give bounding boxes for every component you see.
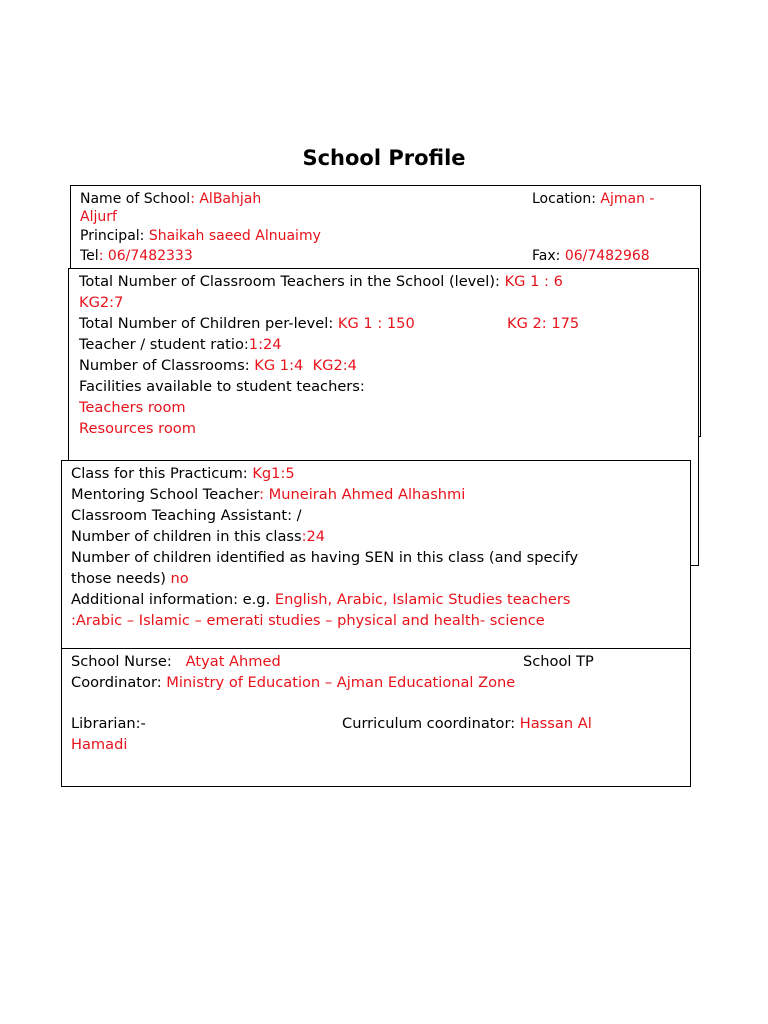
children-in-class-label: Number of children in this class	[71, 528, 302, 545]
ratio-value: 1:24	[248, 336, 282, 353]
coordinator-value: Ministry of Education – Ajman Educational Zone	[166, 674, 516, 691]
page-title: School Profile	[302, 146, 466, 170]
nurse-line	[71, 652, 281, 672]
class-value: Kg1:5	[252, 465, 295, 482]
facility-item: Teachers room	[79, 399, 186, 416]
curriculum-value-continued: Hamadi	[71, 736, 128, 753]
classrooms-label: Number of Classrooms:	[79, 357, 255, 374]
librarian-line: Librarian:-	[71, 715, 146, 732]
location-line	[532, 189, 654, 209]
staff-info-box	[61, 648, 691, 787]
additional-info-value-continued: :Arabic – Islamic – emerati studies – physical and health- science	[71, 612, 545, 629]
mentor-label: Mentoring School Teacher	[71, 486, 260, 503]
children-kg1-value: KG 1 : 150	[337, 315, 415, 332]
classrooms-line	[79, 356, 357, 376]
children-in-class-line	[71, 527, 325, 547]
children-per-level-line	[79, 314, 415, 334]
principal-line	[80, 226, 321, 246]
tel-label: Tel	[80, 248, 99, 264]
ratio-line	[79, 335, 282, 355]
teachers-count-value: KG 1 : 6	[504, 273, 563, 290]
ratio-label: Teacher / student ratio:	[79, 336, 249, 353]
mentor-line	[71, 485, 465, 505]
teachers-count-value-continued: KG2:7	[79, 294, 124, 311]
curriculum-label: Curriculum coordinator:	[342, 715, 520, 732]
curriculum-value: Hassan Al	[519, 715, 592, 732]
facility-item: Resources room	[79, 420, 196, 437]
school-name-value: : AlBahjah	[190, 191, 262, 207]
sen-label-continued: those needs)	[71, 570, 171, 587]
school-name-line	[80, 189, 261, 209]
nurse-label: School Nurse:	[71, 653, 186, 670]
sen-line-continued	[71, 569, 189, 589]
tel-line	[80, 246, 193, 266]
additional-info-value: English, Arabic, Islamic Studies teachers	[274, 591, 571, 608]
coordinator-label: Coordinator:	[71, 674, 167, 691]
principal-value: Shaikah saeed Alnuaimy	[148, 228, 321, 244]
location-value: Ajman -	[600, 191, 655, 207]
mentor-value: : Muneirah Ahmed Alhashmi	[259, 486, 466, 503]
tel-value: : 06/7482333	[98, 248, 193, 264]
sen-value: no	[170, 570, 189, 587]
assistant-line: Classroom Teaching Assistant: /	[71, 507, 302, 524]
school-tp-label: School TP	[523, 653, 594, 670]
practicum-info-box	[61, 460, 691, 650]
nurse-value: Atyat Ahmed	[185, 653, 281, 670]
teachers-count-label: Total Number of Classroom Teachers in the School (level):	[79, 273, 505, 290]
location-value-continued: Aljurf	[80, 209, 117, 225]
curriculum-line	[342, 714, 592, 734]
principal-label: Principal:	[80, 228, 149, 244]
children-kg2-value: KG 2: 175	[507, 315, 580, 332]
class-line	[71, 464, 295, 484]
teachers-count-line	[79, 272, 563, 292]
class-label: Class for this Practicum:	[71, 465, 253, 482]
sen-line: Number of children identified as having SEN in this class (and specify	[71, 549, 579, 566]
children-per-level-label: Total Number of Children per-level:	[79, 315, 338, 332]
fax-line	[532, 246, 650, 266]
location-label: Location:	[532, 191, 601, 207]
facilities-label: Facilities available to student teachers:	[79, 378, 365, 395]
children-in-class-value: :24	[301, 528, 326, 545]
coordinator-line	[71, 673, 515, 693]
fax-value: 06/7482968	[564, 248, 650, 264]
classrooms-value: KG 1:4 KG2:4	[254, 357, 357, 374]
school-name-label: Name of School	[80, 191, 191, 207]
additional-info-line	[71, 590, 570, 610]
additional-info-label: Additional information: e.g.	[71, 591, 275, 608]
fax-label: Fax:	[532, 248, 565, 264]
